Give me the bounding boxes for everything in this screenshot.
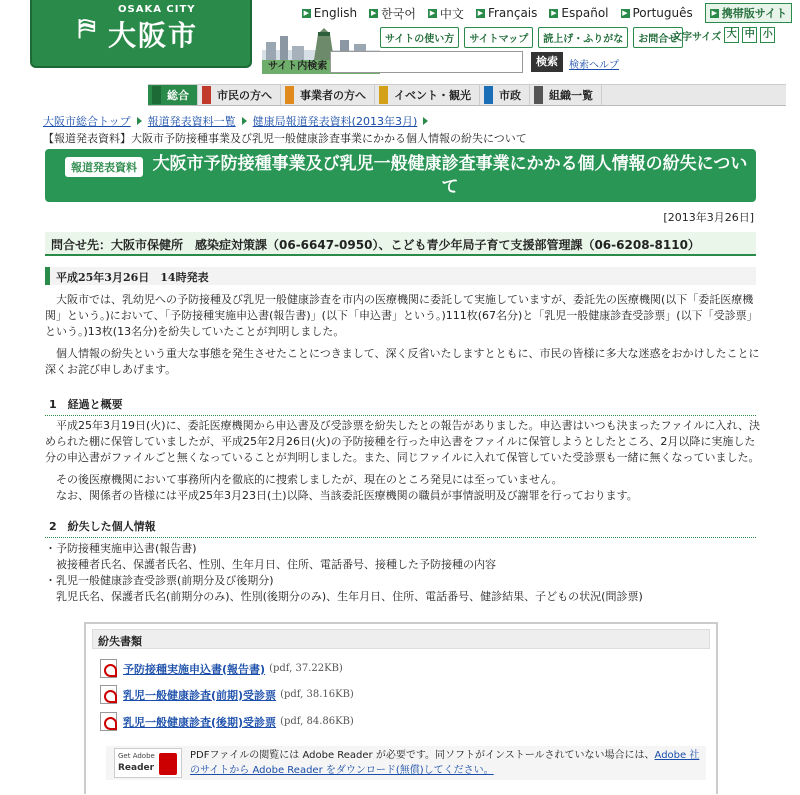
reader-notice-body: PDFファイルの閲覧には Adobe Reader が必要です。同ソフトがインストールされていない場合には、 [190, 750, 655, 761]
breadcrumb-link-top[interactable]: 大阪市総合トップ [43, 115, 131, 128]
lang-label: English [313, 6, 358, 20]
lang-link-portuguese[interactable] [621, 6, 693, 20]
document-link-checkup-early[interactable]: 乳児一般健康診査(前期)受診票 [123, 688, 277, 702]
font-size-medium-button[interactable]: 中 [742, 27, 757, 43]
nav-marker [484, 86, 493, 104]
font-size-small-button[interactable]: 小 [760, 27, 775, 43]
chevron-right-icon [242, 117, 247, 125]
nav-item-city-admin[interactable] [480, 85, 530, 105]
contact-button[interactable]: お問合せ [633, 27, 683, 48]
arrow-icon: ▶ [303, 8, 309, 17]
nav-marker [285, 86, 294, 104]
site-logo[interactable] [30, 0, 252, 68]
document-meta: (pdf, 84.86KB) [280, 716, 354, 727]
pdf-icon [100, 659, 117, 678]
nav-item-events[interactable] [375, 85, 480, 105]
arrow-icon: ▶ [622, 8, 628, 17]
logo-name: 大阪市 [108, 19, 199, 52]
nav-label: 市民の方へ [217, 89, 272, 102]
chevron-right-icon [137, 117, 142, 125]
language-links [302, 3, 792, 23]
arrow-icon: ▶ [429, 8, 436, 17]
release-time-heading: 平成25年3月26日 14時発表 [45, 267, 756, 285]
lang-link-english[interactable] [302, 6, 357, 20]
nav-label: 事業者の方へ [300, 89, 366, 102]
intro-paragraph-1: 大阪市では、乳幼児への予防接種及び乳児一般健康診査を市内の医療機関に委託して実施していますが、委託先の医療機関(以下「委託医療機関」という。)において、「予防接種実施申込書(報告書)」(以下「申込書」という。)111枚(67名分)と「乳児一般健康診査受診票」(以下「受診票」という。)13枚(13名分)を紛失していたことが判明しました。 [45, 293, 758, 338]
nav-item-organizations[interactable] [530, 85, 602, 105]
document-meta: (pdf, 37.22KB) [269, 663, 343, 674]
read-aloud-button[interactable]: 読上げ・ふりがな [538, 27, 628, 48]
adobe-logo-icon [159, 753, 177, 775]
lang-label: 中文 [439, 6, 464, 21]
nav-marker [202, 86, 211, 104]
adobe-download-link[interactable]: Adobe 社のサイトから Adobe Reader をダウンロード(無償)してください。 [190, 750, 700, 776]
lang-label: 한국어 [381, 6, 416, 21]
intro-paragraph-2: 個人情報の紛失という重大な事態を発生させたことにつきまして、深く反省いたしますとともに、市民の皆様に多大な迷惑をおかけしたことに深くお詫び申しあげます。 [45, 347, 760, 376]
nav-label: イベント・観光 [394, 89, 471, 102]
site-guide-button[interactable]: サイトの使い方 [380, 27, 459, 48]
search-input[interactable] [330, 51, 523, 73]
lost-item-2-detail: 乳児氏名、保護者氏名(前期分のみ)、性別(後期分のみ)、生年月日、住所、電話番号、健診結果、子どもの状況(問診票) [45, 590, 643, 603]
contact-info: 問合せ先：大阪市保健所 感染症対策課（06-6647-0950）、こども青少年局子育て支援部管理課（06-6208-8110） [45, 232, 756, 256]
nav-marker [379, 86, 388, 104]
section-heading-overview: 1 経過と概要 [45, 396, 756, 416]
press-release-badge: 報道発表資料 [65, 157, 143, 177]
search-label: サイト内検索 [268, 61, 328, 72]
logo-city: OSAKA CITY [118, 4, 196, 15]
sitemap-button[interactable]: サイトマップ [464, 27, 533, 48]
reader-get-label: Get Adobe [118, 752, 155, 760]
document-row [100, 712, 354, 731]
lang-link-korean[interactable] [369, 5, 416, 22]
chevron-right-icon [423, 117, 428, 125]
breadcrumb-link-press-list[interactable]: 報道発表資料一覧 [147, 115, 236, 128]
lang-link-spanish[interactable] [549, 6, 608, 20]
nav-marker [152, 86, 161, 104]
lost-documents-box [84, 622, 718, 794]
nav-item-citizens[interactable] [198, 85, 281, 105]
get-adobe-reader-button[interactable] [114, 748, 182, 778]
adobe-reader-notice [106, 746, 706, 780]
document-meta: (pdf, 38.16KB) [280, 689, 354, 700]
breadcrumb-link-health-press[interactable]: 健康局報道発表資料(2013年3月) [252, 115, 418, 128]
document-row [100, 659, 343, 678]
document-link-application[interactable]: 予防接種実施申込書(報告書) [123, 662, 266, 676]
nav-item-business[interactable] [281, 85, 375, 105]
page-title: 大阪市予防接種事業及び乳児一般健康診査事業にかかる個人情報の紛失について [152, 154, 748, 197]
reader-notice-text [190, 748, 700, 778]
lang-label: Español [561, 6, 609, 20]
lang-link-french[interactable] [476, 6, 537, 20]
documents-heading: 紛失書類 [92, 629, 710, 649]
font-size-label: 文字サイズ [672, 31, 722, 43]
city-emblem-icon: ⛿ [78, 14, 96, 42]
reader-name-label: Reader [118, 763, 155, 773]
pdf-icon [100, 712, 117, 731]
search-help-link[interactable]: 検索ヘルプ [569, 60, 619, 71]
pdf-icon [100, 685, 117, 704]
breadcrumb-current: 【報道発表資料】大阪市予防接種事業及び乳児一般健康診査事業にかかる個人情報の紛失について [43, 132, 527, 145]
font-size-control [672, 27, 775, 43]
mobile-site-button[interactable] [705, 3, 792, 23]
global-nav [148, 84, 786, 106]
arrow-icon: ▶ [551, 8, 557, 17]
nav-label: 総合 [167, 89, 189, 102]
nav-item-general[interactable] [148, 85, 198, 105]
overview-paragraph-1: 平成25年3月19日(火)に、委託医療機関から申込書及び受診票を紛失したとの報告がありました。申込書はいつも決まったファイルに入れ、決められた棚に保管していましたが、平成25年2月26日(火)の予防接種を行った申込書をファイルに保管しようとしたところ、2月以降に実施した分の申込書がファイルごと無くなっていることが判明しました。また、同じファイルに入れて保管していた受診票も一緒に無くなっていました。 [45, 419, 761, 464]
lost-item-2-title: ・乳児一般健康診査受診票(前期分及び後期分) [45, 574, 274, 587]
lang-label: Português [632, 6, 693, 20]
arrow-icon: ▶ [711, 8, 717, 17]
page-title-banner [45, 149, 756, 202]
publish-date: [2013年3月26日] [663, 211, 754, 224]
breadcrumb [43, 113, 428, 129]
utility-buttons [380, 27, 683, 48]
lang-label: Français [487, 6, 538, 20]
mobile-site-label: 携帯版サイト [721, 7, 787, 20]
section-heading-lost-info: 2 紛失した個人情報 [45, 518, 756, 538]
overview-paragraph-2: その後医療機関において事務所内を徹底的に捜索しましたが、現在のところ発見には至っていません。 [45, 473, 563, 486]
nav-label: 市政 [499, 89, 521, 102]
search-button[interactable]: 検索 [531, 52, 563, 72]
nav-marker [534, 86, 543, 104]
lang-link-chinese[interactable] [428, 5, 464, 22]
font-size-large-button[interactable]: 大 [724, 27, 739, 43]
arrow-icon: ▶ [477, 8, 484, 17]
nav-label: 組織一覧 [549, 89, 593, 102]
document-link-checkup-late[interactable]: 乳児一般健康診査(後期)受診票 [123, 715, 277, 729]
overview-paragraph-3: なお、関係者の皆様には平成25年3月23日(土)以降、当該委託医療機関の職員が事情説明及び謝罪を行っております。 [45, 489, 638, 502]
lost-item-1-detail: 被接種者氏名、保護者氏名、性別、生年月日、住所、電話番号、接種した予防接種の内容 [45, 558, 496, 571]
lost-item-1-title: ・予防接種実施申込書(報告書) [45, 542, 197, 555]
document-row [100, 685, 354, 704]
arrow-icon: ▶ [370, 8, 377, 17]
